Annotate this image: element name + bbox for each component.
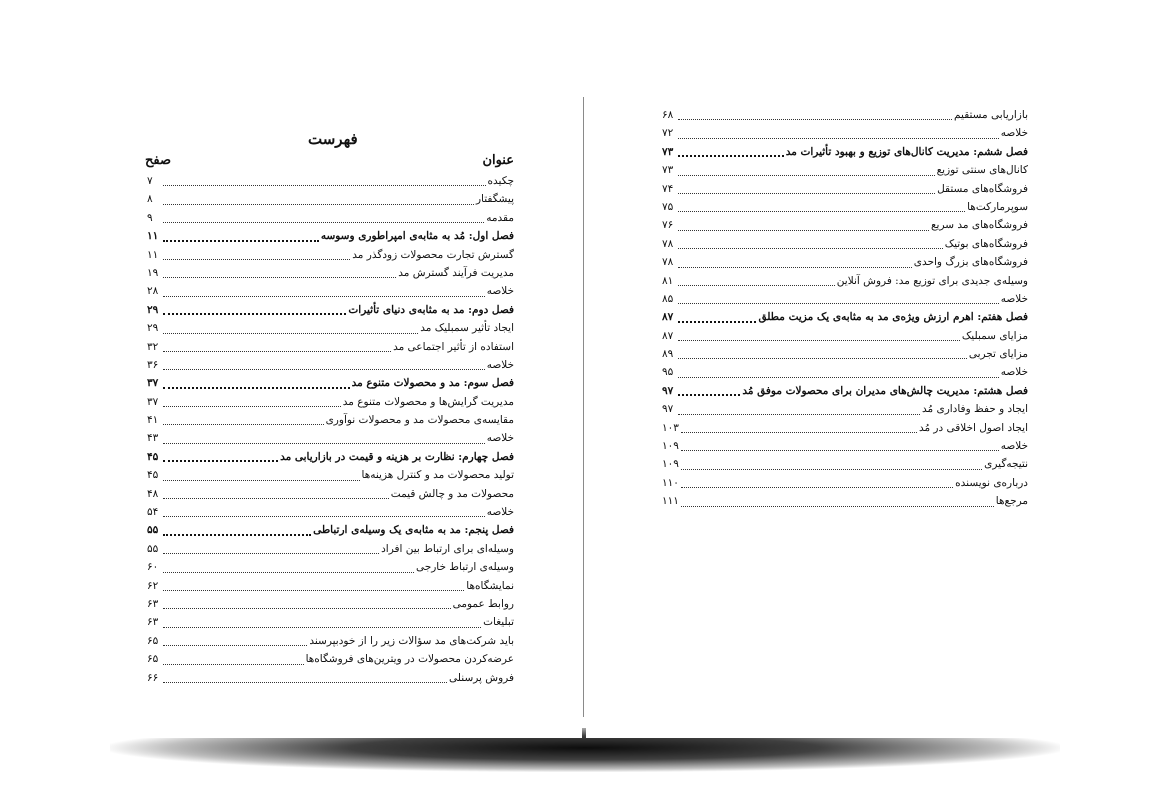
toc-entry-row: [662, 363, 1028, 381]
dot-leader: [163, 239, 319, 242]
toc-entry-row: [662, 216, 1028, 234]
toc-page-number: ۱۰۳: [662, 421, 679, 434]
dot-leader: [163, 589, 464, 591]
toc-page-number: ۶۸: [662, 109, 674, 121]
toc-page-number: ۹: [147, 211, 153, 224]
toc-entry-title: مزایای سمبلیک: [961, 329, 1028, 342]
toc-entry-title: وسیله‌ی ارتباط خارجی: [415, 561, 514, 574]
toc-page-number: ۷۳: [662, 164, 674, 177]
dot-leader: [678, 247, 943, 249]
toc-entry-title: عرضه‌کردن محصولات در ویترین‌های فروشگاه‌ها: [305, 653, 514, 666]
toc-page-number: ۷۵: [662, 200, 674, 213]
toc-left-list: [147, 172, 514, 687]
toc-entry-title: نتیجه‌گیری: [984, 458, 1028, 471]
dot-leader: [678, 393, 740, 396]
toc-entry-row: [147, 264, 514, 282]
toc-page-number: ۶۶: [147, 671, 159, 684]
toc-entry-title: نمایشگاه‌ها: [466, 579, 514, 592]
toc-entry-title: خلاصه: [1000, 366, 1028, 379]
toc-entry-title: خلاصه: [1000, 440, 1028, 453]
toc-entry-row: [147, 485, 514, 503]
toc-entry-title: فصل هشتم: مدیریت چالش‌های مدیران برای محصولات موفق مُد: [742, 384, 1028, 397]
toc-page-number: ۵۵: [147, 542, 159, 555]
toc-page-number: ۵۵: [147, 524, 159, 537]
toc-entry-row: [147, 429, 514, 447]
toc-entry-row: [147, 338, 514, 356]
dot-leader: [163, 681, 447, 683]
toc-page-number: ۸: [147, 193, 153, 206]
toc-entry-title: خلاصه: [486, 432, 514, 445]
toc-entry-row: [147, 595, 514, 613]
toc-entry-title: پیشگفتار: [475, 193, 514, 206]
toc-page-number: ۷۴: [662, 182, 674, 195]
dot-leader: [163, 533, 311, 536]
dot-leader: [163, 479, 360, 481]
dot-leader: [163, 626, 481, 628]
toc-entry-title: روابط عمومی: [452, 597, 514, 610]
toc-page-number: ۸۹: [662, 348, 674, 361]
toc-entry-title: باید شرکت‌های مد سؤالات زیر را از خودبپرسند: [309, 634, 514, 647]
toc-page-number: ۱۱۰: [662, 476, 679, 489]
toc-entry-title: فروشگاه‌های بزرگ واحدی: [913, 256, 1028, 269]
dot-leader: [681, 505, 994, 507]
toc-entry-title: فصل ششم: مدیریت کانال‌های توزیع و بهبود تأثیرات مد: [785, 145, 1028, 158]
dot-leader: [163, 571, 414, 573]
dot-leader: [163, 295, 485, 297]
dot-leader: [163, 459, 278, 462]
toc-entry-row: [147, 503, 514, 521]
toc-entry-row: [147, 632, 514, 650]
toc-page-number: ۳۷: [147, 377, 159, 390]
toc-entry-row: [662, 327, 1028, 345]
dot-leader: [678, 357, 967, 359]
toc-entry-title: فروشگاه‌های بوتیک: [944, 237, 1028, 250]
toc-right-list: [662, 106, 1028, 511]
page-column-header: صفح: [145, 153, 172, 168]
dot-leader: [163, 350, 391, 352]
dot-leader: [678, 376, 999, 378]
toc-chapter-row: [662, 382, 1028, 400]
toc-page-number: ۹۵: [662, 366, 674, 379]
dot-leader: [163, 644, 307, 646]
toc-entry-row: [662, 198, 1028, 216]
toc-page-number: ۷۸: [662, 237, 674, 250]
toc-entry-row: [662, 290, 1028, 308]
toc-entry-title: مرجع‌ها: [995, 495, 1028, 508]
toc-entry-row: [147, 356, 514, 374]
toc-page-number: ۲۹: [147, 322, 159, 335]
dot-leader: [678, 154, 784, 157]
toc-entry-title: خلاصه: [486, 285, 514, 298]
toc-entry-title: وسیله‌ی جدیدی برای توزیع مد: فروش آنلاین: [836, 274, 1028, 287]
toc-entry-title: گسترش تجارت محصولات زودگذر مد: [352, 248, 514, 261]
dot-leader: [163, 552, 379, 554]
toc-page-number: ۲۸: [147, 285, 159, 298]
toc-entry-row: [662, 253, 1028, 271]
dot-leader: [163, 312, 346, 315]
toc-chapter-row: [147, 448, 514, 466]
dot-leader: [163, 203, 474, 205]
toc-page-number: ۵۴: [147, 506, 159, 519]
toc-page-number: ۷۲: [662, 127, 674, 140]
toc-entry-title: مقدمه: [486, 211, 514, 224]
toc-entry-row: [147, 613, 514, 631]
toc-entry-row: [662, 235, 1028, 253]
toc-entry-title: ایجاد و حفظ وفاداری مُد: [922, 403, 1028, 416]
dot-leader: [163, 423, 324, 425]
toc-entry-title: خلاصه: [486, 358, 514, 371]
toc-entry-row: [147, 650, 514, 668]
toc-entry-row: [662, 106, 1028, 124]
toc-page-number: ۴۳: [147, 432, 159, 445]
dot-leader: [163, 386, 350, 389]
toc-entry-row: [662, 272, 1028, 290]
toc-page-number: ۸۱: [662, 274, 674, 287]
dot-leader: [678, 118, 952, 120]
toc-entry-title: ایجاد اصول اخلاقی در مُد: [918, 421, 1028, 434]
toc-entry-title: مدیریت فرآیند گسترش مد: [398, 266, 514, 279]
toc-entry-title: سوپرمارکت‌ها: [967, 200, 1028, 213]
dot-leader: [678, 266, 912, 268]
dot-leader: [678, 192, 935, 194]
toc-page-number: ۱۱۱: [662, 495, 679, 508]
dot-leader: [678, 302, 999, 304]
dot-leader: [163, 332, 418, 334]
toc-entry-row: [662, 124, 1028, 142]
toc-page-number: ۷۶: [662, 219, 674, 232]
toc-page-number: ۱۱: [147, 248, 159, 261]
toc-entry-row: [147, 172, 514, 190]
dot-leader: [163, 405, 341, 407]
dot-leader: [163, 258, 350, 260]
toc-page-number: ۶۲: [147, 579, 159, 592]
toc-entry-title: کانال‌های سنتی توزیع: [936, 164, 1028, 177]
dot-leader: [163, 276, 396, 278]
toc-entry-row: [662, 455, 1028, 473]
toc-entry-title: فصل چهارم: نظارت بر هزینه و قیمت در بازاریابی مد: [280, 450, 514, 463]
toc-entry-title: تولید محصولات مد و کنترل هزینه‌ها: [361, 469, 514, 482]
toc-page-number: ۱۰۹: [662, 440, 679, 453]
toc-heading: فهرست: [308, 130, 358, 148]
dot-leader: [678, 339, 960, 341]
toc-chapter-row: [147, 227, 514, 245]
dot-leader: [163, 515, 485, 517]
toc-entry-row: [662, 180, 1028, 198]
toc-chapter-row: [147, 374, 514, 392]
dot-leader: [163, 663, 304, 665]
toc-entry-row: [147, 393, 514, 411]
dot-leader: [678, 284, 835, 286]
toc-entry-title: فصل سوم: مد و محصولات متنوع مد: [351, 377, 514, 390]
toc-entry-title: خلاصه: [1000, 127, 1028, 140]
dot-leader: [163, 368, 485, 370]
dot-leader: [678, 320, 756, 323]
toc-entry-title: مقایسه‌ی محصولات مد و محصولات نوآوری: [325, 414, 514, 427]
toc-entry-row: [147, 577, 514, 595]
dot-leader: [681, 468, 982, 470]
toc-page-number: ۴۵: [147, 450, 159, 463]
toc-page-number: ۷۸: [662, 256, 674, 269]
toc-entry-title: تبلیغات: [483, 616, 514, 629]
toc-entry-title: چکیده: [487, 175, 514, 187]
toc-page-number: ۴۵: [147, 469, 159, 482]
toc-page-number: ۱۹: [147, 266, 159, 279]
dot-leader: [163, 221, 484, 223]
toc-page-number: ۹۷: [662, 403, 674, 416]
toc-entry-title: فصل اول: مُد به مثابه‌ی امپراطوری وسوسه: [320, 230, 514, 243]
toc-page-number: ۷۳: [662, 145, 674, 158]
toc-entry-title: محصولات مد و چالش قیمت: [390, 487, 514, 500]
toc-entry-row: [147, 209, 514, 227]
toc-page-number: ۷: [147, 175, 153, 187]
toc-entry-title: خلاصه: [486, 506, 514, 519]
toc-entry-row: [147, 466, 514, 484]
toc-page-number: ۸۵: [662, 292, 674, 305]
toc-entry-title: وسیله‌ای برای ارتباط بین افراد: [381, 542, 514, 555]
toc-entry-title: ایجاد تأثیر سمبلیک مد: [420, 322, 514, 335]
toc-entry-title: فصل دوم: مد به مثابه‌ی دنیای تأثیرات: [348, 303, 514, 316]
toc-entry-row: [662, 492, 1028, 510]
toc-entry-title: فصل هفتم: اهرم ارزش ویژه‌ی مد به مثابه‌ی یک مزیت مطلق: [758, 311, 1028, 324]
toc-entry-row: [662, 161, 1028, 179]
toc-entry-title: فروشگاه‌های مد سریع: [930, 219, 1028, 232]
dot-leader: [678, 229, 929, 231]
toc-entry-title: درباره‌ی نویسنده: [955, 476, 1028, 489]
toc-page-number: ۱۰۹: [662, 458, 679, 471]
toc-page-number: ۹۷: [662, 384, 674, 397]
dot-leader: [681, 431, 917, 433]
toc-page-number: ۳۷: [147, 395, 159, 408]
toc-page-number: ۳۶: [147, 358, 159, 371]
toc-entry-row: [662, 345, 1028, 363]
toc-page-number: ۴۸: [147, 487, 159, 500]
toc-entry-title: مزایای تجربی: [968, 348, 1028, 361]
toc-entry-row: [662, 419, 1028, 437]
toc-page-number: ۶۳: [147, 616, 159, 629]
toc-entry-row: [147, 319, 514, 337]
toc-page-number: ۶۵: [147, 653, 159, 666]
dot-leader: [681, 486, 953, 488]
toc-entry-title: بازاریابی مستقیم: [954, 109, 1028, 121]
toc-entry-title: مدیریت گرایش‌ها و محصولات متنوع مد: [342, 395, 514, 408]
toc-entry-row: [147, 282, 514, 300]
toc-page-number: ۶۰: [147, 561, 159, 574]
dot-leader: [163, 184, 486, 186]
dot-leader: [163, 442, 485, 444]
dot-leader: [678, 413, 920, 415]
dot-leader: [163, 497, 389, 499]
toc-entry-row: [147, 411, 514, 429]
toc-entry-title: فصل پنجم: مد به مثابه‌ی یک وسیله‌ی ارتباطی: [313, 524, 514, 537]
toc-page-number: ۲۹: [147, 303, 159, 316]
toc-entry-title: فروش پرسنلی: [449, 671, 514, 684]
toc-entry-row: [662, 400, 1028, 418]
toc-page-number: ۸۷: [662, 329, 674, 342]
dot-leader: [678, 137, 999, 139]
toc-entry-title: خلاصه: [1000, 292, 1028, 305]
dot-leader: [163, 607, 451, 609]
toc-page-number: ۶۳: [147, 597, 159, 610]
toc-entry-row: [147, 669, 514, 687]
toc-entry-row: [662, 474, 1028, 492]
toc-entry-row: [147, 558, 514, 576]
toc-entry-row: [147, 190, 514, 208]
toc-chapter-row: [147, 521, 514, 539]
toc-page-number: ۳۲: [147, 340, 159, 353]
toc-chapter-row: [662, 143, 1028, 161]
toc-entry-title: فروشگاه‌های مستقل: [937, 182, 1028, 195]
title-column-header: عنوان: [482, 153, 514, 168]
toc-entry-row: [147, 540, 514, 558]
toc-page-number: ۴۱: [147, 414, 159, 427]
toc-page-number: ۶۵: [147, 634, 159, 647]
toc-entry-title: استفاده از تأثیر اجتماعی مد: [393, 340, 514, 353]
toc-page-number: ۱۱: [147, 230, 159, 243]
dot-leader: [678, 174, 935, 176]
toc-page-number: ۸۷: [662, 311, 674, 324]
dot-leader: [678, 210, 965, 212]
toc-entry-row: [662, 437, 1028, 455]
toc-chapter-row: [147, 301, 514, 319]
toc-entry-row: [147, 246, 514, 264]
toc-chapter-row: [662, 308, 1028, 326]
book-spine: [583, 97, 584, 717]
dot-leader: [681, 449, 999, 451]
